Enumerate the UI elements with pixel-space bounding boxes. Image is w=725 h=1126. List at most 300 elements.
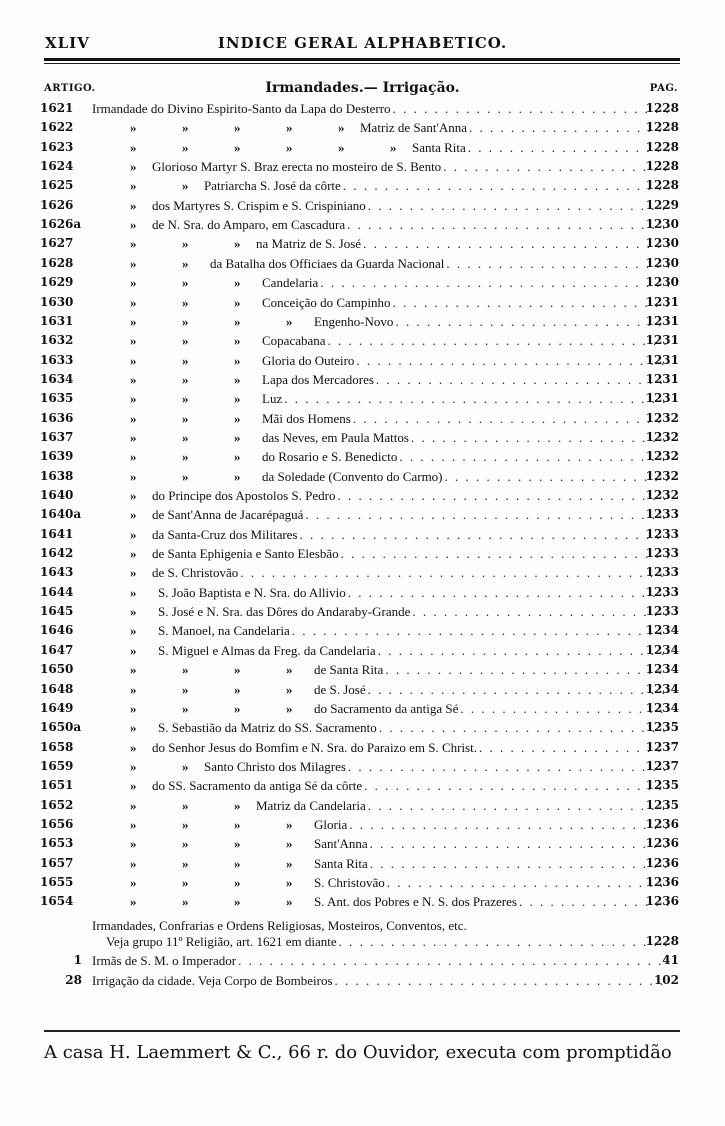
ditto-mark: » [130,488,137,503]
footer-rule [44,1030,680,1032]
article-number: 1623 [40,139,74,154]
page-reference: 1233 [645,604,679,619]
ditto-mark: » [130,894,137,910]
index-entry [0,718,725,737]
article-number: 1641 [40,526,74,541]
ditto-mark: » [234,352,241,368]
entry-text: Conceição do Campinho [262,294,391,310]
index-entry [0,641,725,660]
article-number: 1625 [40,178,74,193]
index-entry [0,331,725,350]
article-number: 1650 [40,662,74,677]
article-number: 1658 [40,739,74,754]
dot-leader [349,815,669,834]
ditto-mark: » [338,139,345,155]
article-number: 1655 [40,875,74,889]
ditto-mark: » [286,662,293,678]
article-number: 1 [73,953,82,967]
article-number: 1621 [40,101,74,115]
index-entry [0,351,725,370]
index-entry [0,99,725,118]
dot-leader [412,602,669,621]
ditto-mark: » [182,836,189,852]
dot-leader [393,99,669,118]
entry-text: S. João Baptista e N. Sra. do Allivio [158,584,346,600]
ditto-mark: » [234,410,241,426]
entry-text: S. Christovão [314,875,385,890]
ditto-mark: » [390,139,397,155]
page-reference: 1236 [645,836,679,851]
dot-leader [348,757,669,776]
dot-leader [385,660,669,679]
ditto-mark: » [234,449,241,465]
ditto-mark: » [130,371,137,387]
ditto-mark: » [182,662,189,678]
ditto-mark: » [130,565,137,581]
index-entry [0,796,725,815]
entry-text: Santo Christo dos Milagres [204,758,346,774]
footer-advertisement: A casa H. Laemmert & C., 66 r. do Ouvidor, executa com promptidão [44,1042,672,1063]
ditto-mark: » [130,468,137,484]
entry-text: Santa Rita [314,855,368,871]
entry-text: Mãi dos Homens [262,410,351,426]
ditto-mark: » [182,758,189,774]
article-number: 1633 [40,352,74,367]
ditto-mark: » [286,875,293,890]
index-entry [0,621,725,640]
ditto-mark: » [234,275,241,291]
article-number: 1643 [40,565,74,580]
index-entry [0,525,725,544]
entry-text: S. Miguel e Almas da Freg. da Candelaria [158,642,376,658]
index-entry [0,312,725,331]
page-reference: 1233 [645,565,679,580]
ditto-mark: » [130,642,137,658]
ditto-mark: » [286,681,293,697]
page-reference: 1233 [645,507,679,522]
ditto-mark: » [234,429,241,445]
ditto-mark: » [182,178,189,194]
ditto-mark: » [234,662,241,678]
article-number: 1649 [40,700,74,715]
ditto-mark: » [234,875,241,890]
entry-text: S. Manoel, na Candelaria [158,623,290,639]
ditto-mark: » [130,255,137,271]
ditto-mark: » [234,894,241,910]
ditto-mark: » [130,623,137,639]
column-header-pag: PAG. [649,83,678,94]
entry-text: de S. José [314,681,366,697]
ditto-mark: » [182,120,189,136]
page-reference: 1231 [645,294,679,309]
ditto-mark: » [182,313,189,329]
ditto-mark: » [182,700,189,716]
ditto-mark: » [234,836,241,852]
dot-leader [339,932,669,951]
entry-text: Gloria do Outeiro [262,352,355,368]
entry-text: do Rosario e S. Benedicto [262,449,398,465]
note-line-2: Veja grupo 11º Religião, art. 1621 em diante [106,934,337,949]
article-number: 1640a [40,507,82,522]
ditto-mark: » [182,352,189,368]
entry-text: Copacabana [262,333,326,349]
page-reference: 1237 [645,739,679,754]
extra-entry [0,971,725,990]
entry-text: de Sant'Anna de Jacarépaguá [152,507,304,523]
ditto-mark: » [286,313,293,329]
index-entry [0,757,725,776]
ditto-mark: » [130,159,137,175]
entry-text: Lapa dos Mercadores [262,371,374,387]
dot-leader [368,196,669,215]
article-number: 1639 [40,449,74,464]
ditto-mark: » [130,816,137,832]
page-reference: 1231 [645,333,679,348]
page-reference: 1233 [645,526,679,541]
page-reference: 1236 [645,816,679,831]
ditto-mark: » [234,236,241,252]
ditto-mark: » [130,313,137,329]
ditto-mark: » [286,139,293,155]
ditto-mark: » [234,313,241,329]
page-reference: 1229 [645,197,679,212]
dot-leader [468,138,669,157]
ditto-mark: » [182,139,189,155]
page-reference: 1232 [645,449,679,464]
article-number: 1628 [40,255,74,270]
ditto-mark: » [130,120,137,136]
entry-text: de Santa Ephigenia e Santo Elesbão [152,546,339,562]
ditto-mark: » [286,120,293,136]
ditto-mark: » [234,816,241,832]
dot-leader [411,428,669,447]
index-entry [0,486,725,505]
note-page: 1228 [645,934,679,948]
index-entry [0,602,725,621]
dot-leader [393,293,669,312]
dot-leader [395,312,669,331]
entry-text: Glorioso Martyr S. Braz erecta no mosteiro de S. Bento [152,159,442,175]
ditto-mark: » [130,429,137,445]
index-entry [0,680,725,699]
entry-text: S. Sebastião da Matriz do SS. Sacramento [158,720,377,736]
article-number: 1627 [40,236,74,251]
dot-leader [320,273,669,292]
ditto-mark: » [130,836,137,852]
dot-leader [460,699,669,718]
page-reference: 1230 [645,236,679,251]
ditto-mark: » [182,371,189,387]
index-entry [0,873,725,892]
entry-text: de Santa Rita [314,662,384,678]
index-entry [0,389,725,408]
index-entry [0,892,725,911]
dot-leader [370,834,669,853]
page-reference: 1236 [645,875,679,889]
index-entry [0,273,725,292]
ditto-mark: » [130,720,137,736]
index-entry [0,215,725,234]
page-reference: 1231 [645,313,679,328]
dot-leader [387,873,669,892]
article-number: 1637 [40,429,74,444]
ditto-mark: » [182,855,189,871]
article-number: 1644 [40,584,74,599]
index-entry [0,544,725,563]
article-number: 1638 [40,468,74,483]
dot-leader [364,776,669,795]
dot-leader [348,583,669,602]
ditto-mark: » [182,391,189,407]
page-reference: 1237 [645,758,679,773]
article-number: 1636 [40,410,74,425]
ditto-mark: » [130,739,137,755]
entry-text: do Principe dos Apostolos S. Pedro [152,488,336,503]
entry-text: Patriarcha S. José da côrte [204,178,341,194]
entry-text: Luz [262,391,283,407]
ditto-mark: » [234,333,241,349]
page-reference: 1230 [645,255,679,270]
page-reference: 1228 [645,159,679,174]
extra-entry [0,951,725,970]
ditto-mark: » [234,797,241,813]
index-entry [0,254,725,273]
entry-text: Irmandade do Divino Espirito-Santo da Lapa do Desterro [92,101,391,116]
dot-leader [335,971,669,990]
index-entry [0,370,725,389]
ditto-mark: » [130,778,137,794]
article-number: 1640 [40,488,74,502]
ditto-mark: » [182,255,189,271]
dot-leader [399,447,669,466]
article-number: 1652 [40,797,74,812]
ditto-mark: » [130,410,137,426]
page-reference: 1232 [645,488,679,502]
dot-leader [370,854,669,873]
ditto-mark: » [182,333,189,349]
entry-text: Matriz da Candelaria [256,797,366,813]
ditto-mark: » [286,836,293,852]
article-number: 1657 [40,855,74,870]
article-number: 1624 [40,159,74,174]
entry-text: Santa Rita [412,139,466,155]
dot-leader [376,370,669,389]
ditto-mark: » [286,816,293,832]
ditto-mark: » [234,294,241,310]
index-entry [0,196,725,215]
index-entry [0,776,725,795]
index-entry [0,409,725,428]
ditto-mark: » [182,294,189,310]
index-entry [0,563,725,582]
ditto-mark: » [130,855,137,871]
page-reference: 1228 [645,139,679,154]
index-entry [0,699,725,718]
ditto-mark: » [130,546,137,562]
dot-leader [445,467,669,486]
entry-text: S. Ant. dos Pobres e N. S. dos Prazeres [314,894,517,910]
ditto-mark: » [130,197,137,213]
entry-text: Sant'Anna [314,836,368,852]
ditto-mark: » [182,681,189,697]
index-entry [0,138,725,157]
page-reference: 1231 [645,352,679,367]
article-number: 1629 [40,275,74,290]
page-reference: 41 [662,953,679,967]
ditto-mark: » [130,236,137,252]
note-line-1: Irmandades, Confrarias e Ordens Religiosas, Mosteiros, Conventos, etc. [92,918,467,933]
dot-leader [284,389,669,408]
ditto-mark: » [130,758,137,774]
ditto-mark: » [182,449,189,465]
article-number: 1634 [40,371,74,386]
ditto-mark: » [130,662,137,678]
entry-text: do SS. Sacramento da antiga Sé da côrte [152,778,363,794]
entry-text: dos Martyres S. Crispim e S. Crispiniano [152,197,366,213]
entry-text: das Neves, em Paula Mattos [262,429,409,445]
ditto-mark: » [182,816,189,832]
article-number: 1635 [40,391,74,406]
article-number: 1642 [40,546,74,561]
page-reference: 1234 [645,642,679,657]
ditto-mark: » [130,507,137,523]
index-entry [0,428,725,447]
entry-text: Candelaria [262,275,319,291]
ditto-mark: » [182,429,189,445]
index-entry [0,293,725,312]
ditto-mark: » [130,333,137,349]
article-number: 1656 [40,816,74,831]
dot-leader [378,641,669,660]
ditto-mark: » [234,468,241,484]
ditto-mark: » [182,236,189,252]
ditto-mark: » [286,855,293,871]
entry-text: Matriz de Sant'Anna [360,120,468,136]
article-number: 1632 [40,333,74,348]
article-number: 1630 [40,294,74,309]
dot-leader [328,331,669,350]
entry-text: do Sacramento da antiga Sé [314,700,459,716]
article-number: 1653 [40,836,74,851]
ditto-mark: » [130,352,137,368]
article-number: 1651 [40,778,74,793]
ditto-mark: » [182,894,189,910]
ditto-mark: » [234,391,241,407]
ditto-mark: » [338,120,345,136]
dot-leader [347,215,669,234]
article-number: 1646 [40,623,74,638]
dot-leader [368,680,669,699]
page-reference: 1228 [645,178,679,193]
index-entry [0,854,725,873]
index-entry [0,505,725,524]
page-reference: 102 [653,973,679,987]
dot-leader [238,951,669,970]
ditto-mark: » [234,120,241,136]
dot-leader [341,544,669,563]
entry-text: Irmãs de S. M. o Imperador [92,953,237,968]
ditto-mark: » [130,391,137,407]
ditto-mark: » [130,275,137,291]
article-number: 1648 [40,681,74,696]
index-entry [0,834,725,853]
dot-leader [356,351,669,370]
article-number: 28 [65,973,82,987]
index-entry [0,738,725,757]
ditto-mark: » [130,294,137,310]
column-header-artigo: ARTIGO. [44,83,96,94]
index-entry [0,157,725,176]
dot-leader [353,409,669,428]
dot-leader [337,486,669,505]
article-number: 1647 [40,642,74,657]
dot-leader [368,796,669,815]
dot-leader [292,621,669,640]
ditto-mark: » [130,449,137,465]
page-reference: 1228 [645,120,679,135]
header-rule [44,58,680,61]
entry-text: Irrigação da cidade. Veja Corpo de Bombeiros [92,973,333,988]
article-number: 1645 [40,604,74,619]
page-reference: 1235 [645,778,679,793]
entry-text: da Batalha dos Officiaes da Guarda Nacional [210,255,445,271]
ditto-mark: » [130,681,137,697]
page-reference: 1232 [645,410,679,425]
dot-leader [363,234,669,253]
ditto-mark: » [130,875,137,890]
page-reference: 1232 [645,429,679,444]
index-entry [0,447,725,466]
ditto-mark: » [286,700,293,716]
index-entry [0,118,725,137]
page-reference: 1233 [645,584,679,599]
entry-text: da Soledade (Convento do Carmo) [262,468,443,484]
article-number: 1631 [40,313,74,328]
index-entry [0,467,725,486]
page-reference: 1233 [645,546,679,561]
page-reference: 1231 [645,391,679,406]
ditto-mark: » [130,139,137,155]
page-reference: 1228 [645,101,679,115]
ditto-mark: » [234,139,241,155]
ditto-mark: » [130,584,137,600]
dot-leader [443,157,669,176]
page-reference: 1235 [645,797,679,812]
entry-text: na Matriz de S. José [256,236,362,252]
ditto-mark: » [182,875,189,890]
index-entry [0,583,725,602]
ditto-mark: » [234,700,241,716]
ditto-mark: » [182,410,189,426]
index-entry [0,234,725,253]
section-heading: Irmandades.— Irrigação. [265,80,460,96]
entry-text: do Senhor Jesus do Bomfim e N. Sra. do Paraizo em S. Christ. [152,739,477,755]
article-number: 1659 [40,758,74,773]
dot-leader [343,176,669,195]
entry-text: S. José e N. Sra. das Dôres do Andaraby-Grande [158,604,411,620]
page-reference: 1230 [645,275,679,290]
dot-leader [379,718,669,737]
ditto-mark: » [130,217,137,233]
article-number: 1654 [40,894,74,909]
page-reference: 1232 [645,468,679,483]
index-entry [0,660,725,679]
page-reference: 1234 [645,623,679,638]
ditto-mark: » [130,526,137,542]
entry-text: Gloria [314,816,348,832]
ditto-mark: » [286,894,293,910]
page-reference: 1234 [645,681,679,696]
